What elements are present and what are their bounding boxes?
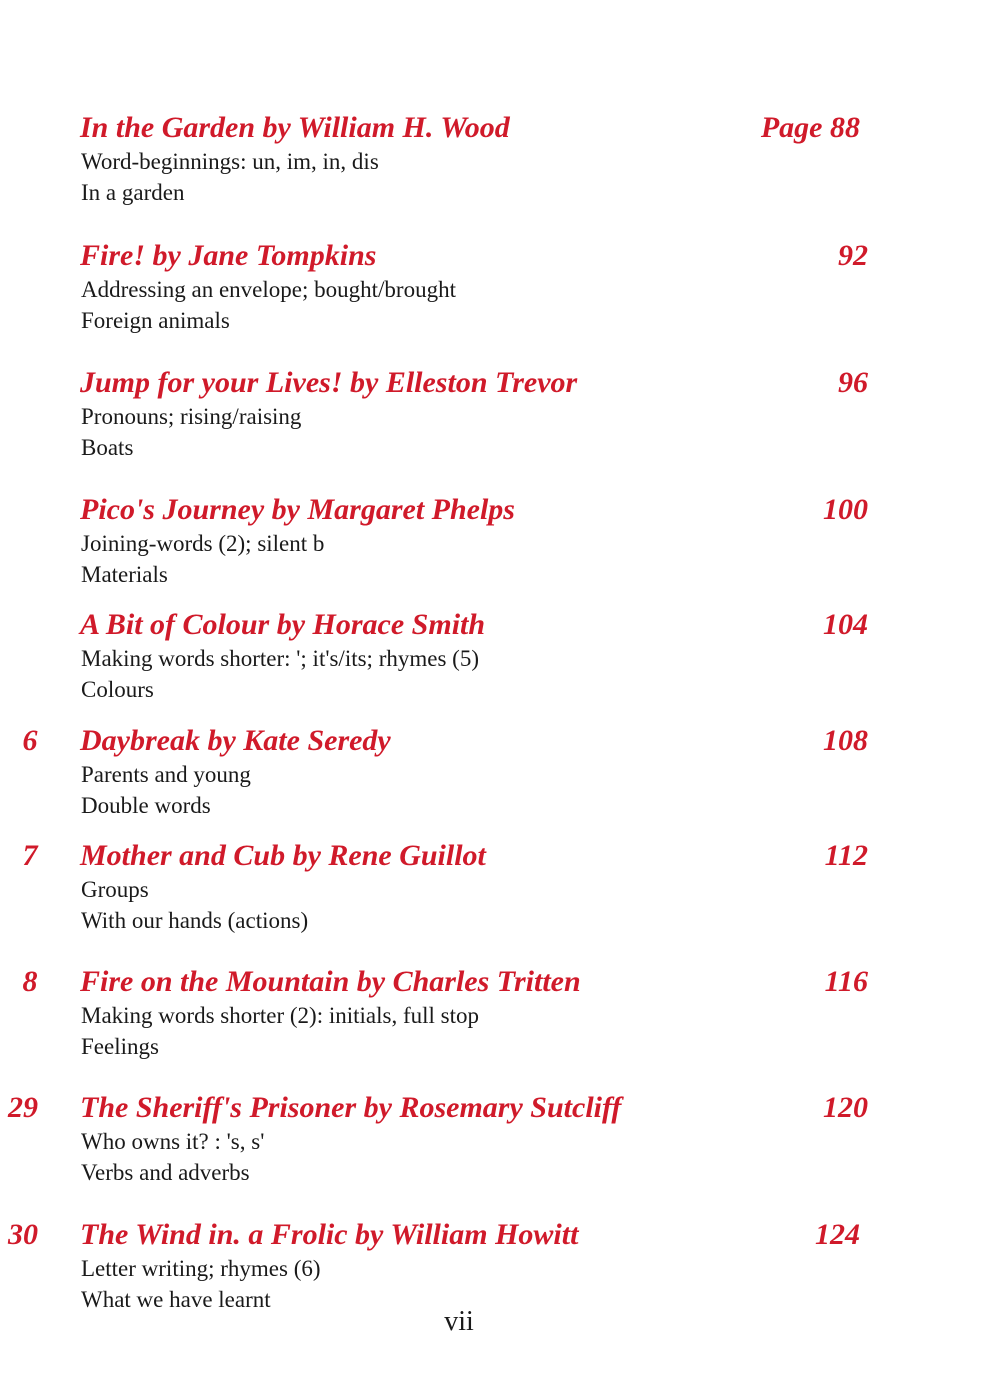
chapter-title: The Sheriff's Prisoner by Rosemary Sutcliff [80,1091,622,1124]
contents-entry [0,725,1000,825]
topic-line: What we have learnt [81,1287,271,1312]
topic-line: Addressing an envelope; bought/brought [81,277,456,302]
contents-entry [0,1219,1000,1319]
topic-line: Word-beginnings: un, im, in, dis [81,149,379,174]
topic-line: In a garden [81,180,185,205]
chapter-title: The Wind in. a Frolic by William Howitt [80,1218,579,1251]
contents-entry [0,494,1000,594]
page-number: 124 [815,1218,860,1251]
page-number: 92 [838,239,868,272]
contents-entry [0,1092,1000,1192]
topic-line: Making words shorter (2): initials, full stop [81,1003,479,1028]
topic-line: Boats [81,435,134,460]
contents-entry [0,367,1000,467]
page-number: 100 [823,493,868,526]
contents-entry [0,240,1000,340]
topic-line: Verbs and adverbs [81,1160,250,1185]
topic-line: Colours [81,677,154,702]
contents-entry [0,966,1000,1066]
chapter-number: 8 [22,965,38,998]
topic-line: With our hands (actions) [81,908,309,933]
contents-entry [0,112,1000,212]
topic-line: Groups [81,877,149,902]
chapter-title: Pico's Journey by Margaret Phelps [80,493,515,526]
topic-line: Joining-words (2); silent b [81,531,325,556]
chapter-number: 6 [22,724,38,757]
chapter-number: 7 [22,839,38,872]
page-number: 116 [824,965,868,998]
topic-line: Feelings [81,1034,159,1059]
topic-line: Letter writing; rhymes (6) [81,1256,321,1281]
chapter-title: In the Garden by William H. Wood [80,111,510,144]
chapter-title: Fire! by Jane Tompkins [80,239,377,272]
page-number: 104 [823,608,868,641]
topic-line: Double words [81,793,211,818]
chapter-title: Jump for your Lives! by Elleston Trevor [80,366,578,399]
folio-page-number: vii [444,1306,474,1337]
topic-line: Materials [81,562,168,587]
chapter-number: 30 [8,1218,38,1251]
topic-line: Parents and young [81,762,251,787]
topic-line: Who owns it? : 's, s' [81,1129,265,1154]
chapter-title: Daybreak by Kate Seredy [80,724,391,757]
topic-line: Foreign animals [81,308,230,333]
page-number: 108 [823,724,868,757]
page-number: 120 [823,1091,868,1124]
chapter-title: Mother and Cub by Rene Guillot [80,839,486,872]
contents-entry [0,840,1000,940]
topic-line: Pronouns; rising/raising [81,404,302,429]
page-number: 112 [824,839,868,872]
page-number: Page 88 [760,111,860,144]
page-number: 96 [838,366,868,399]
chapter-title: A Bit of Colour by Horace Smith [80,608,486,641]
chapter-title: Fire on the Mountain by Charles Tritten [80,965,581,998]
contents-entry [0,609,1000,709]
chapter-number: 29 [8,1091,38,1124]
topic-line: Making words shorter: '; it's/its; rhymes (5) [81,646,479,671]
